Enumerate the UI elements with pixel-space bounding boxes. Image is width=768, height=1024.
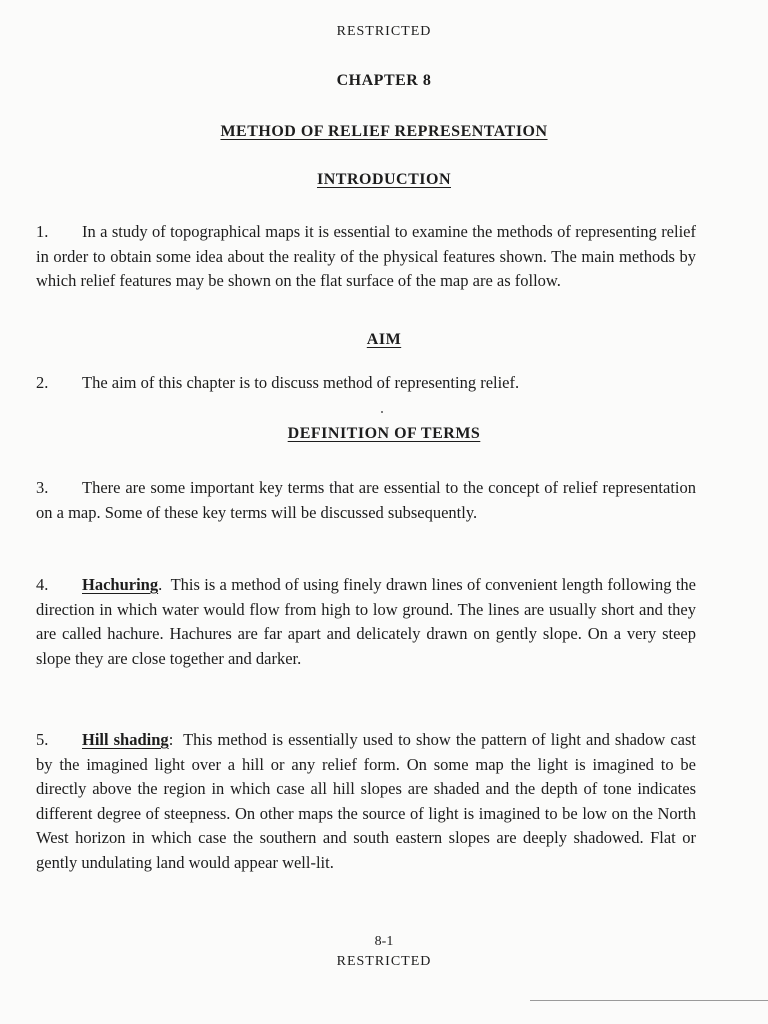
- paragraph-4-text: This is a method of using finely drawn lines of convenient length following the direction in which water would flow from high to low ground. The lines are usually short and they are called hachure. Hachures are far apart and delicately drawn on gently slope. On a very steep slope they are close together and darker.: [36, 575, 696, 668]
- paragraph-3-number: 3.: [36, 478, 49, 497]
- paragraph-3-text: There are some important key terms that are essential to the concept of relief representation on a map. Some of these key terms will be discussed subsequently.: [36, 478, 696, 522]
- paragraph-4: [36, 573, 696, 671]
- paragraph-5-number: 5.: [36, 730, 49, 749]
- paragraph-4-number: 4.: [36, 575, 49, 594]
- section-heading-aim-text: AIM: [366, 331, 402, 348]
- paragraph-2-number: 2.: [36, 373, 49, 392]
- section-heading-definitions: [0, 425, 768, 443]
- chapter-title: [0, 123, 768, 141]
- speck-mark: [381, 411, 383, 413]
- paragraph-5-separator: :: [168, 730, 174, 749]
- paragraph-1: [36, 220, 696, 294]
- paragraph-4-separator: .: [158, 575, 163, 594]
- paragraph-1-text: In a study of topographical maps it is essential to examine the methods of representing relief in order to obtain some idea about the reality of the physical features shown. The main methods by which relief features may be shown on the flat surface of the map are as follow.: [36, 222, 696, 290]
- paragraph-5-term: Hill shading: [82, 730, 169, 749]
- section-heading-introduction-text: INTRODUCTION: [316, 171, 451, 188]
- section-heading-introduction: [0, 171, 768, 189]
- paragraph-4-term: Hachuring: [82, 575, 159, 594]
- paragraph-1-number: 1.: [36, 222, 49, 241]
- paragraph-3: [36, 476, 696, 525]
- paragraph-5: [36, 728, 696, 875]
- footer-page-number: 8-1: [374, 934, 394, 949]
- section-heading-aim: [0, 331, 768, 349]
- scan-edge-line: [530, 1000, 768, 1001]
- paragraph-2-text: The aim of this chapter is to discuss method of representing relief.: [82, 373, 520, 392]
- paragraph-5-text: This method is essentially used to show the pattern of light and shadow cast by the imagined light over a hill or any relief form. On some map the light is imagined to be directly above the region in which case all hill slopes are shaded and the depth of tone indicates different degree of steepness. On other maps the source of light is imagined to be low on the North West horizon in which case the southern and south eastern slopes are deeply shadowed. Flat or gently undulating land would appear well-lit.: [36, 730, 697, 872]
- chapter-title-text: METHOD OF RELIEF REPRESENTATION: [220, 123, 548, 140]
- header-classification-marking: RESTRICTED: [336, 24, 432, 39]
- paragraph-2: [36, 371, 696, 396]
- chapter-number: CHAPTER 8: [336, 72, 432, 89]
- section-heading-definitions-text: DEFINITION OF TERMS: [287, 425, 481, 442]
- footer-classification-marking: RESTRICTED: [336, 954, 432, 969]
